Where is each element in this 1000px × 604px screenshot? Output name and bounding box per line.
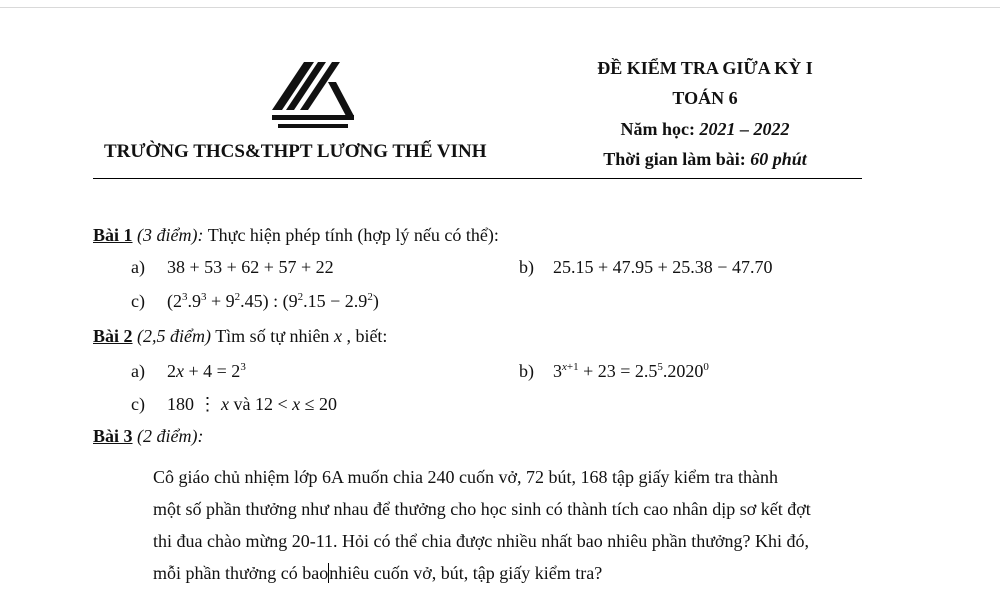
bai2-a-expression: $2x + 4 = 2^3$ [167,361,246,381]
bai2-c-and: và [233,394,251,414]
bai1-a-expression: 38 + 53 + 62 + 57 + 22 [167,257,334,277]
bai2-title: Bài 2 [93,326,133,346]
school-year-label: Năm học: [620,119,695,139]
bai1-b-label: b) [519,257,534,277]
bai3-title: Bài 3 [93,426,133,446]
bai3-points: (2 điểm): [137,426,204,446]
bai1-b-expression: 25.15 + 47.95 + 25.38 − 47.70 [553,257,773,277]
bai3-text-line-4-start: mỗi phần thưởng có bao [153,563,329,583]
bai1-c-label: c) [131,291,145,311]
bai1-title: Bài 1 [93,225,133,245]
bai2-b-expression: $3^{x+1} + 23 = 2.5^5.2020^0$ [553,361,709,381]
bai1-heading [93,225,499,246]
bai3-text-line-1: Cô giáo chủ nhiệm lớp 6A muốn chia 240 cuốn vở, 72 bút, 168 tập giấy kiểm tra thành [153,467,778,487]
bai2-a-label: a) [131,361,145,381]
school-year [540,119,870,140]
bai2-heading [93,326,387,347]
bai3-text-line-4[interactable] [153,563,602,584]
bai1-instruction: Thực hiện phép tính (hợp lý nếu có thể): [207,225,499,245]
bai1-c-expression: $(2^3.9^3 + 9^2.45)$ : $(9^2.15 - 2.9^2)$ [167,291,379,311]
page-top-border [0,7,1000,8]
bai3-heading [93,426,204,447]
exam-duration-label: Thời gian làm bài: [603,149,746,169]
header-divider [93,178,862,179]
school-logo-icon [268,58,358,132]
bai2-points: (2,5 điểm) [137,326,211,346]
bai2-instruction: Tìm số tự nhiên [215,326,330,346]
school-year-value: 2021 – 2022 [699,119,790,139]
exam-subject: TOÁN 6 [672,88,738,108]
bai2-c-label: c) [131,394,145,414]
bai2-c-expression: 180 ⋮ x và 12 < x ≤ 20 [167,394,338,414]
bai3-text-line-2: một số phần thưởng như nhau để thưởng cho học sinh có thành tích cao nhân dịp sơ kết đợt [153,499,811,519]
exam-duration [540,149,870,170]
bai2-instruction-end: , biết: [346,326,388,346]
exam-title: ĐỀ KIỂM TRA GIỮA KỲ I [597,58,813,78]
bai2-instruction-variable: x [333,326,342,346]
school-name: TRƯỜNG THCS&THPT LƯƠNG THẾ VINH [104,141,487,162]
bai1-a-label: a) [131,257,145,277]
bai1-points: (3 điểm): [137,225,204,245]
bai3-text-line-3: thi đua chào mừng 20-11. Hỏi có thể chia được nhiều nhất bao nhiêu phần thưởng? Khi đó, [153,531,809,551]
exam-duration-value: 60 phút [750,149,807,169]
bai3-text-line-4-end: nhiêu cuốn vở, bút, tập giấy kiểm tra? [329,563,603,583]
bai2-b-label: b) [519,361,534,381]
